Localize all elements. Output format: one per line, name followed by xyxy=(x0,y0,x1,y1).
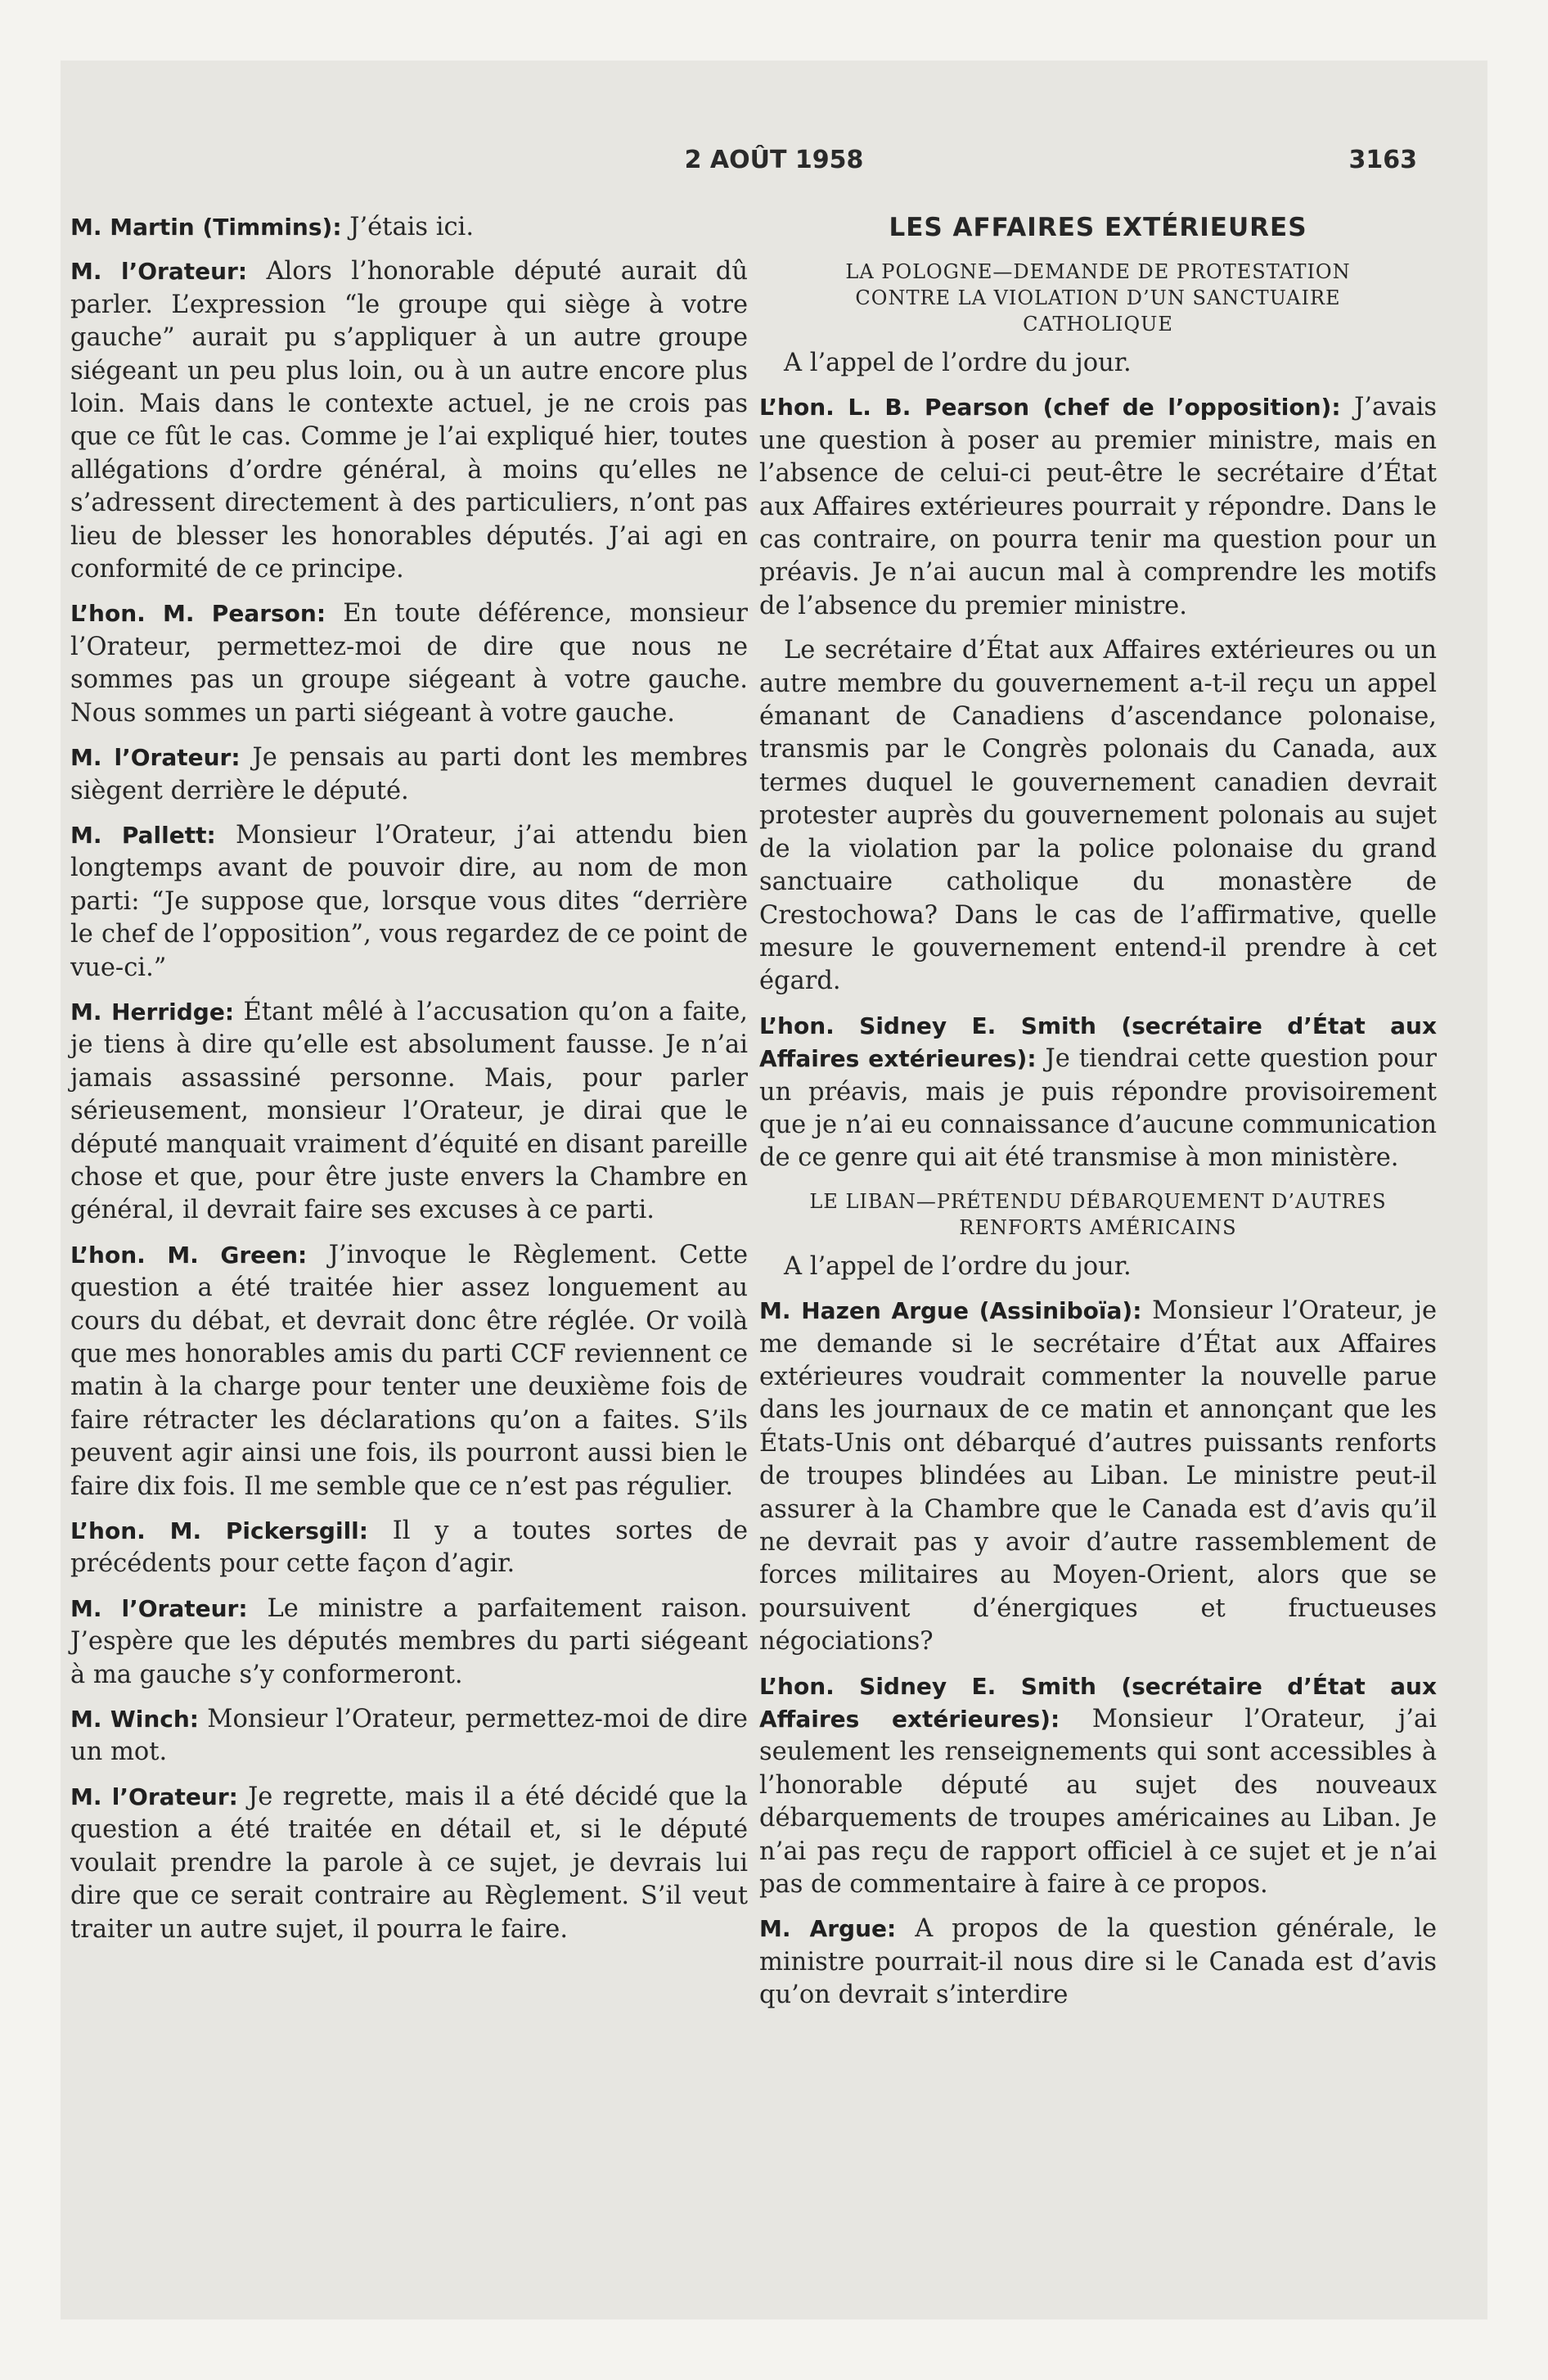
statement-green xyxy=(70,1239,748,1503)
statement-text: Je pensais au parti dont les membres siègent derrière le député. xyxy=(70,743,748,805)
left-column xyxy=(70,211,748,1958)
subheading-line: LA POLOGNE—DEMANDE DE PROTESTATION xyxy=(845,260,1351,283)
statement-orateur-3 xyxy=(70,1593,748,1692)
speaker-name: M. l’Orateur: xyxy=(70,1783,238,1810)
statement-text: J’invoque le Règlement. Cette question a été traitée hier assez longuement au cours du débat, et devrait donc être réglée. Or voilà que mes honorables amis du parti CCF reviennent ce matin à la charge pour tenter une deuxième fois de faire rétracter les déclarations qu’on a faites. S’ils peuvent agir ainsi une fois, ils pourront aussi bien le faire dix fois. Il me semble que ce n’est pas régulier. xyxy=(70,1240,748,1501)
speaker-name: M. Hazen Argue (Assiniboïa): xyxy=(759,1297,1142,1325)
statement-orateur-2 xyxy=(70,741,748,808)
speaker-name: M. Martin (Timmins): xyxy=(70,214,342,241)
right-column xyxy=(759,211,1437,2024)
statement-argue-1 xyxy=(759,1295,1437,1658)
statement-continuation: Le secrétaire d’État aux Affaires extérieures ou un autre membre du gouvernement a-t-il reçu un appel émanant de Canadiens d’ascendance polonaise, transmis par le Congrès polonais du Canada, aux termes duquel le gouvernement canadien devrait protester auprès du gouvernement polonais au sujet de la violation par la police polonaise du grand sanctuaire catholique du monastère de Crestochowa? Dans le cas de l’affirmative, quelle mesure le gouvernement entend-il prendre à cet égard. xyxy=(759,636,1437,996)
speaker-name: M. Winch: xyxy=(70,1706,199,1733)
speaker-name: L’hon. M. Pickersgill: xyxy=(70,1517,368,1545)
statement-text: A propos de la question générale, le ministre pourrait-il nous dire si le Canada est d’avis qu’on devrait s’interdire xyxy=(759,1914,1437,2010)
statement-text: Il y a toutes sortes de précédents pour cette façon d’agir. xyxy=(70,1517,748,1579)
statement-text: Je regrette, mais il a été décidé que la question a été traitée en détail et, si le député voulait prendre la parole à ce sujet, je devrais lui dire que ce serait contraire au Règlement. S’il veut traiter un autre sujet, il pourra le faire. xyxy=(70,1782,748,1944)
statement-text: Je tiendrai cette question pour un préavis, mais je puis répondre provisoirement que je n’ai eu connaissance d’aucune communication de ce genre qui ait été transmise à mon ministère. xyxy=(759,1044,1437,1173)
page-number: 3163 xyxy=(1348,146,1417,174)
statement-text: Monsieur l’Orateur, je me demande si le secrétaire d’État aux Affaires extérieures voudrait commenter la nouvelle parue dans les journaux de ce matin et annonçant que les États-Unis ont débarqué d’autres puissants renforts de troupes blindées au Liban. Le ministre peut-il assurer à la Chambre que le Canada est d’avis qu’il ne devrait pas y avoir d’autre rassemblement de forces militaires au Moyen-Orient, alors que se poursuivent d’énergiques et fructueuses négociations? xyxy=(759,1296,1437,1657)
speaker-name: M. Argue: xyxy=(759,1915,897,1943)
statement-smith-1 xyxy=(759,1010,1437,1175)
statement-text: Alors l’honorable député aurait dû parler. L’expression “le groupe qui siège à votre gauche” aurait pu s’appliquer à un autre groupe siégeant un peu plus loin, ou à un autre encore plus loin. Mais dans le contexte actuel, je ne crois pas que ce fût le cas. Comme je l’ai expliqué hier, toutes allégations d’ordre général, à moins qu’elles ne s’adressent directement à des particuliers, n’ont pas lieu de blesser les honorables députés. J’ai agi en conformité de ce principe. xyxy=(70,257,748,584)
page-header xyxy=(61,146,1487,187)
statement-pearson xyxy=(70,597,748,730)
speaker-name: L’hon. Sidney E. Smith (secrétaire d’État aux Affaires extérieures): xyxy=(759,1672,1437,1733)
statement-winch xyxy=(70,1703,748,1769)
subheading-line: RENFORTS AMÉRICAINS xyxy=(959,1215,1237,1239)
statement-pallett xyxy=(70,819,748,985)
speaker-name: M. Pallett: xyxy=(70,821,216,849)
document-page xyxy=(61,61,1487,2319)
subheading-liban xyxy=(759,1188,1437,1241)
statement-orateur-1 xyxy=(70,255,748,586)
statement-pickersgill xyxy=(70,1515,748,1581)
speaker-name: L’hon. M. Green: xyxy=(70,1241,308,1269)
speaker-name: M. l’Orateur: xyxy=(70,1594,248,1622)
subheading-pologne xyxy=(759,259,1437,337)
statement-argue-2 xyxy=(759,1913,1437,2012)
statement-text: Étant mêlé à l’accusation qu’on a faite, je tiens à dire qu’elle est absolument fausse. Je n’ai jamais assassiné personne. Mais, pour parler sérieusement, monsieur l’Orateur, je dirai que le député manquait vraiment d’équité en disant pareille chose et que, pour être juste envers la Chambre en général, il devrait faire ses excuses à ce parti. xyxy=(70,997,748,1225)
speaker-name: M. Herridge: xyxy=(70,998,235,1025)
section-title: LES AFFAIRES EXTÉRIEURES xyxy=(889,213,1307,242)
statement-smith-2 xyxy=(759,1670,1437,1902)
statement-text: Le ministre a parfaitement raison. J’espère que les députés membres du parti siégeant à ma gauche s’y conformeront. xyxy=(70,1593,748,1689)
speaker-name: M. l’Orateur: xyxy=(70,258,248,286)
speaker-name: M. l’Orateur: xyxy=(70,744,241,772)
statement-pearson-question xyxy=(759,391,1437,623)
header-date: 2 AOÛT 1958 xyxy=(684,146,864,174)
subheading-line: CATHOLIQUE xyxy=(1023,313,1173,336)
statement-text: J’étais ici. xyxy=(341,213,475,241)
statement-herridge xyxy=(70,996,748,1228)
statement-text: Monsieur l’Orateur, j’ai seulement les renseignements qui sont accessibles à l’honorable député au sujet des nouveaux débarquements de troupes américaines au Liban. Je n’ai pas reçu de rapport officiel à ce sujet et je n’ai pas de commentaire à faire à ce propos. xyxy=(759,1705,1437,1900)
order-of-day: A l’appel de l’ordre du jour. xyxy=(784,1251,1132,1281)
statement-text: Monsieur l’Orateur, j’ai attendu bien longtemps avant de pouvoir dire, au nom de mon parti: “Je suppose que, lorsque vous dites “derrière le chef de l’opposition”, vous regardez de ce point de vue-ci.” xyxy=(70,820,748,982)
statement-text: Monsieur l’Orateur, permettez-moi de dire un mot. xyxy=(70,1705,748,1767)
speaker-name: L’hon. M. Pearson: xyxy=(70,600,326,628)
order-of-day: A l’appel de l’ordre du jour. xyxy=(784,349,1132,377)
subheading-line: LE LIBAN—PRÉTENDU DÉBARQUEMENT D’AUTRES xyxy=(809,1189,1387,1213)
statement-text: J’avais une question à poser au premier ministre, mais en l’absence de celui-ci peut-être le secrétaire d’État aux Affaires extérieures pourrait y répondre. Dans le cas contraire, on pourra tenir ma question pour un préavis. Je n’ai aucun mal à comprendre les motifs de l’absence du premier ministre. xyxy=(759,393,1438,620)
subheading-line: CONTRE LA VIOLATION D’UN SANCTUAIRE xyxy=(855,286,1341,309)
speaker-name: L’hon. L. B. Pearson (chef de l’opposition): xyxy=(759,394,1341,421)
statement-text: En toute déférence, monsieur l’Orateur, permettez-moi de dire que nous ne sommes pas un groupe siégeant à votre gauche. Nous sommes un parti siégeant à votre gauche. xyxy=(70,599,748,728)
statement-orateur-4 xyxy=(70,1781,748,1946)
speaker-name: L’hon. Sidney E. Smith (secrétaire d’État aux Affaires extérieures): xyxy=(759,1012,1437,1073)
statement-martin xyxy=(70,211,748,244)
